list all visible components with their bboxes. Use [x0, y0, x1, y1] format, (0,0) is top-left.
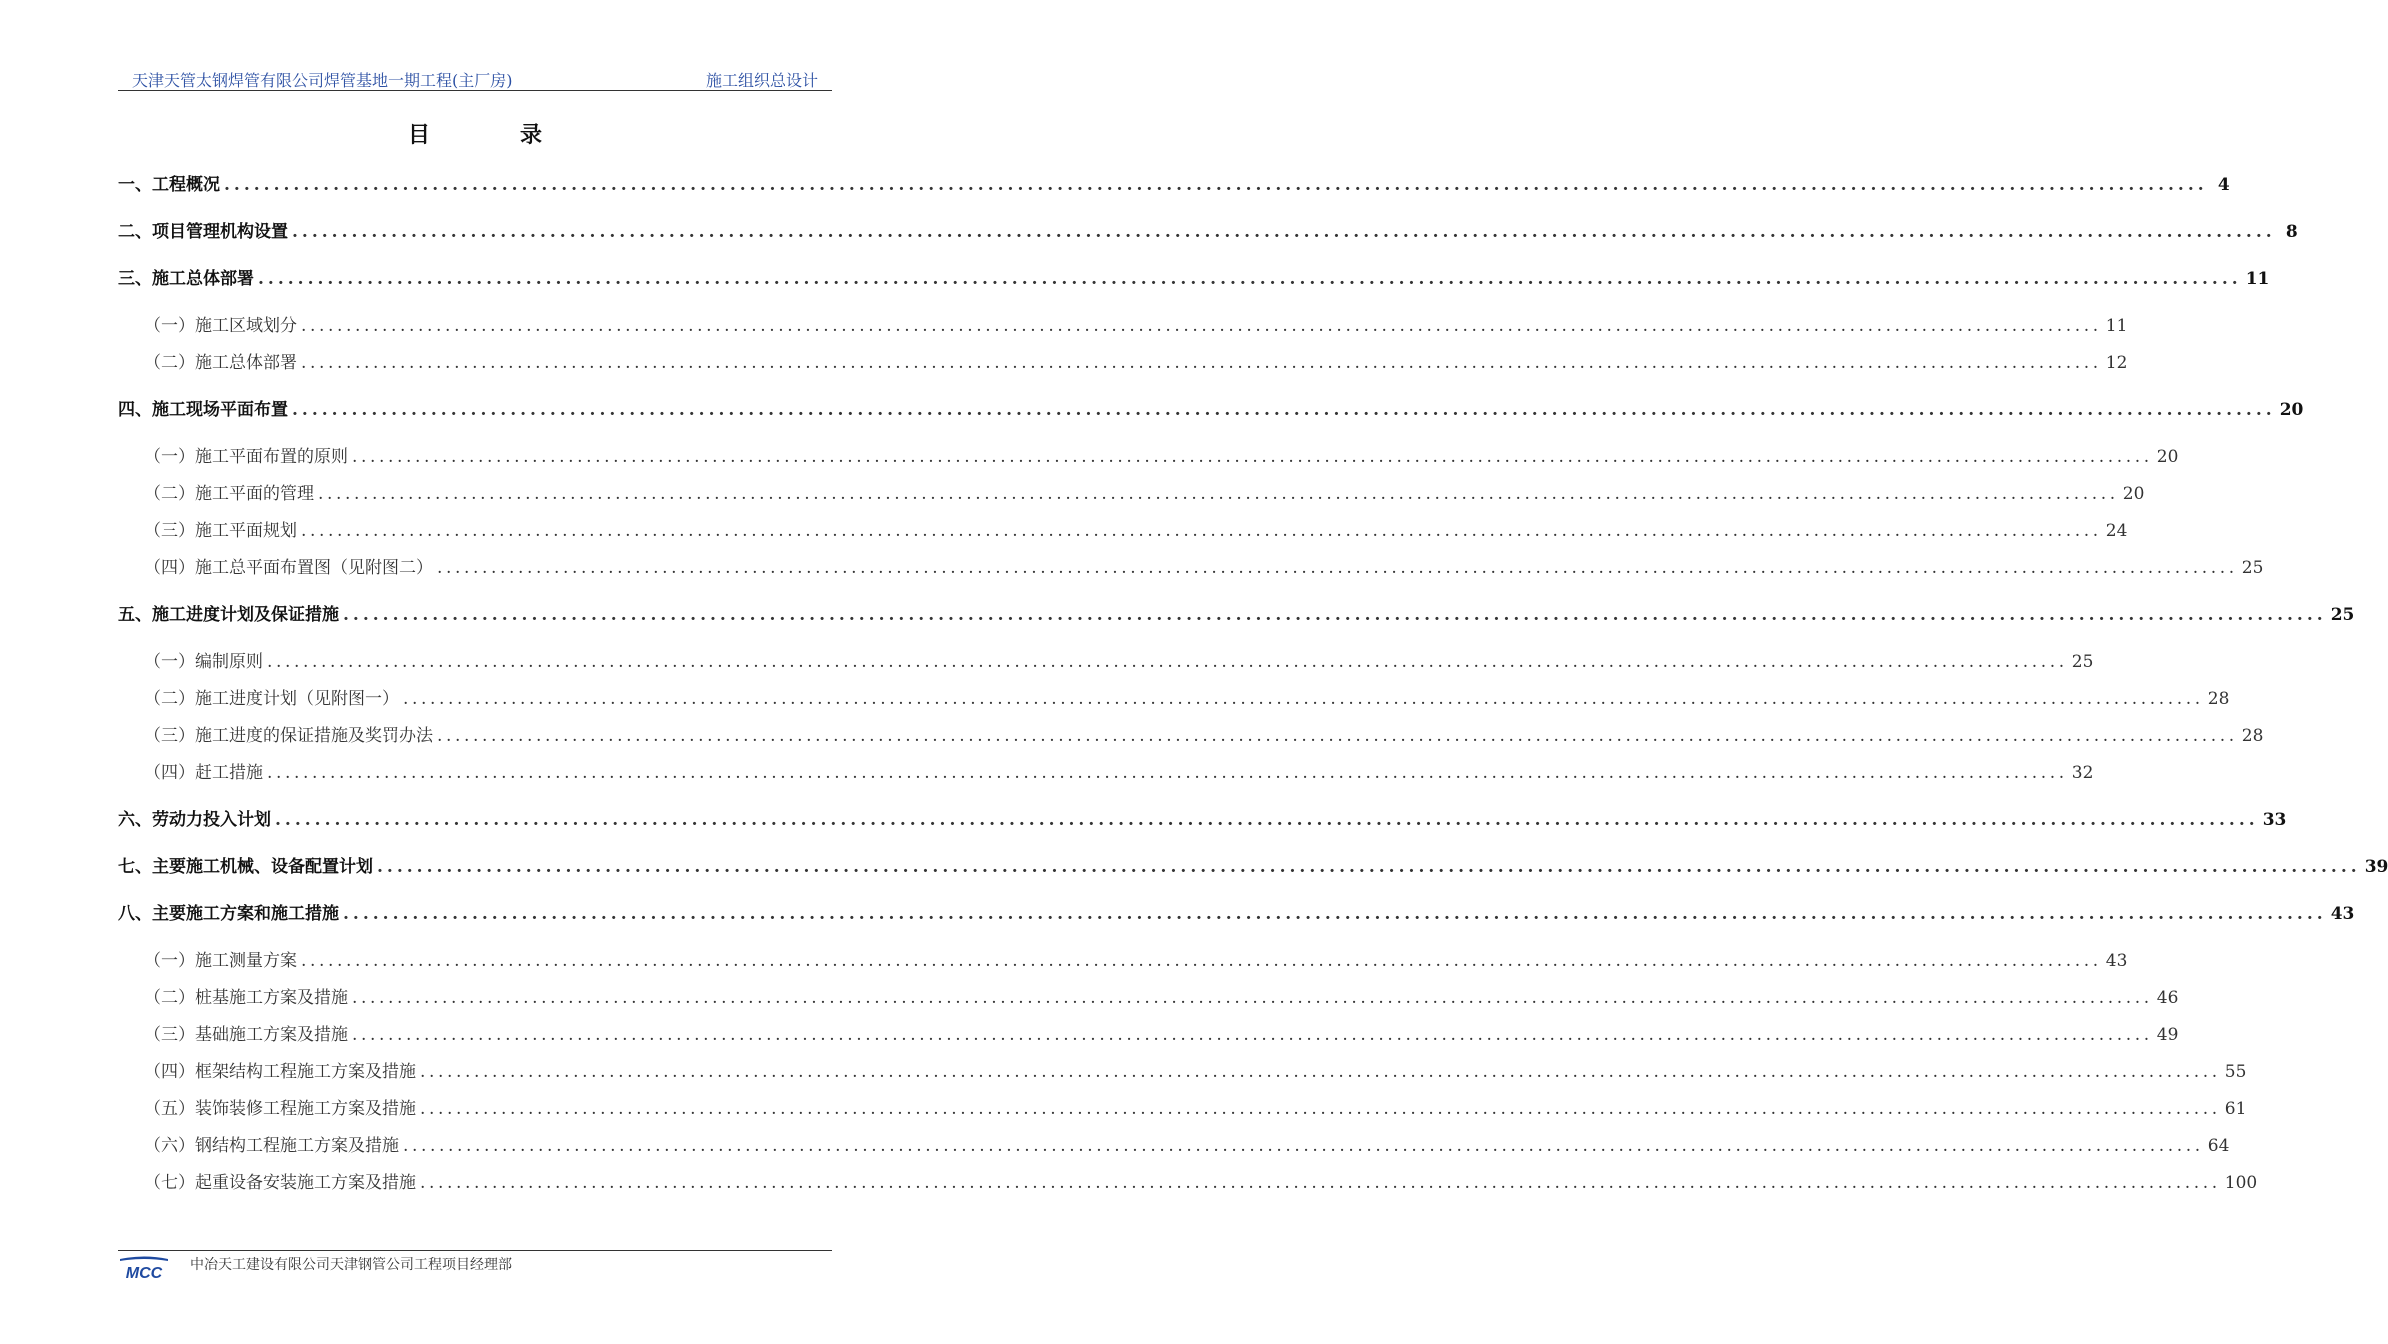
toc-leader-dots: ........................................................................................................................................................................................................	[267, 652, 2068, 672]
toc-leader-dots: ........................................................................................................................................................................................................	[403, 689, 2204, 709]
toc-title: 目录	[407, 122, 632, 148]
toc-entry-page: 8	[2285, 222, 2298, 242]
toc-entry-page: 55	[2224, 1062, 2247, 1082]
toc-leader-dots: ........................................................................................................................................................................................................	[403, 1136, 2204, 1156]
toc-entry[interactable]	[118, 721, 2264, 749]
header-project-title: 天津天管太钢焊管有限公司焊管基地一期工程(主厂房)	[132, 71, 513, 90]
toc-entry-page: 24	[2105, 521, 2128, 541]
toc-entry[interactable]	[118, 479, 2145, 507]
toc-leader-dots: ........................................................................................................................................................................................................	[301, 353, 2102, 373]
toc-leader-dots: ........................................................................................................................................................................................................	[318, 484, 2119, 504]
toc-entry[interactable]	[118, 1094, 2247, 1122]
toc-entry-label: （二）施工总体部署	[144, 353, 297, 373]
toc-entry[interactable]	[118, 348, 2128, 376]
toc-leader-dots: ........................................................................................................................................................................................................	[301, 316, 2102, 336]
toc-entry-label: （一）施工区域划分	[144, 316, 297, 336]
toc-leader-dots: ........................................................................................................................................................................................................	[292, 222, 2276, 242]
toc-entry-page: 11	[2245, 269, 2270, 289]
toc-entry[interactable]	[118, 217, 2298, 245]
page-header	[118, 66, 832, 91]
toc-entry-page: 100	[2224, 1173, 2258, 1193]
toc-entry[interactable]	[118, 684, 2230, 712]
toc-leader-dots: ........................................................................................................................................................................................................	[352, 988, 2153, 1008]
toc-entry[interactable]	[118, 1020, 2179, 1048]
toc-entry-page: 25	[2071, 652, 2094, 672]
toc-entry-page: 20	[2279, 400, 2304, 420]
toc-entry[interactable]	[118, 311, 2128, 339]
toc-entry-label: 三、施工总体部署	[118, 269, 254, 289]
toc-entry-page: 11	[2105, 316, 2128, 336]
toc-entry-label: 五、施工进度计划及保证措施	[118, 605, 339, 625]
toc-entry[interactable]	[118, 516, 2128, 544]
toc-entry-label: （一）施工平面布置的原则	[144, 447, 348, 467]
toc-leader-dots: ........................................................................................................................................................................................................	[292, 400, 2276, 420]
toc-entry-label: （一）施工测量方案	[144, 951, 297, 971]
toc-entry[interactable]	[118, 1131, 2230, 1159]
toc-entry-label: （七）起重设备安装施工方案及措施	[144, 1173, 416, 1193]
toc-entry-page: 20	[2122, 484, 2145, 504]
toc-entry[interactable]	[118, 852, 2388, 880]
toc-entry-label: （六）钢结构工程施工方案及措施	[144, 1136, 399, 1156]
toc-entry[interactable]	[118, 758, 2094, 786]
toc-entry-page: 12	[2105, 353, 2128, 373]
footer-divider	[118, 1250, 832, 1251]
toc-entry-label: （二）施工进度计划（见附图一）	[144, 689, 399, 709]
toc-entry-label: （五）装饰装修工程施工方案及措施	[144, 1099, 416, 1119]
toc-leader-dots: ........................................................................................................................................................................................................	[301, 521, 2102, 541]
toc-entry-label: 七、主要施工机械、设备配置计划	[118, 857, 373, 877]
toc-entry[interactable]	[118, 1168, 2258, 1196]
toc-entry-page: 28	[2207, 689, 2230, 709]
toc-leader-dots: ........................................................................................................................................................................................................	[352, 1025, 2153, 1045]
toc-entry[interactable]	[118, 946, 2128, 974]
toc-entry-page: 4	[2217, 175, 2230, 195]
toc-entry-page: 20	[2156, 447, 2179, 467]
toc-entry[interactable]	[118, 983, 2179, 1011]
toc-leader-dots: ........................................................................................................................................................................................................	[343, 605, 2327, 625]
toc-leader-dots: ........................................................................................................................................................................................................	[258, 269, 2242, 289]
header-document-type: 施工组织总设计	[705, 71, 818, 90]
toc-entry-label: 二、项目管理机构设置	[118, 222, 288, 242]
toc-leader-dots: ........................................................................................................................................................................................................	[343, 904, 2327, 924]
toc-leader-dots: ........................................................................................................................................................................................................	[420, 1173, 2221, 1193]
toc-entry[interactable]	[118, 899, 2355, 927]
toc-entry-label: （一）编制原则	[144, 652, 263, 672]
toc-entry-page: 25	[2330, 605, 2355, 625]
toc-entry-page: 43	[2105, 951, 2128, 971]
toc-entry-label: 八、主要施工方案和施工措施	[118, 904, 339, 924]
toc-entry[interactable]	[118, 600, 2355, 628]
toc-leader-dots: ........................................................................................................................................................................................................	[352, 447, 2153, 467]
toc-entry-label: 一、工程概况	[118, 175, 220, 195]
toc-entry-label: （四）框架结构工程施工方案及措施	[144, 1062, 416, 1082]
toc-entry-label: （二）施工平面的管理	[144, 484, 314, 504]
footer-company: 中冶天工建设有限公司天津钢管公司工程项目经理部	[190, 1257, 512, 1273]
toc-entry[interactable]	[118, 647, 2094, 675]
toc-entry-page: 43	[2330, 904, 2355, 924]
logo-text: MCC	[125, 1265, 163, 1282]
toc-leader-dots: ........................................................................................................................................................................................................	[224, 175, 2208, 195]
toc-entry-label: （三）施工进度的保证措施及奖罚办法	[144, 726, 433, 746]
toc-entry-label: （二）桩基施工方案及措施	[144, 988, 348, 1008]
mcc-logo	[118, 1256, 170, 1282]
toc-entry-label: 六、劳动力投入计划	[118, 810, 271, 830]
toc-leader-dots: ........................................................................................................................................................................................................	[275, 810, 2259, 830]
toc-entry[interactable]	[118, 170, 2230, 198]
toc-entry-label: （四）施工总平面布置图（见附图二）	[144, 558, 433, 578]
toc-entry-page: 33	[2262, 810, 2287, 830]
toc-leader-dots: ........................................................................................................................................................................................................	[301, 951, 2102, 971]
toc-entry-label: 四、施工现场平面布置	[118, 400, 288, 420]
toc-entry-page: 64	[2207, 1136, 2230, 1156]
toc-entry-label: （四）赶工措施	[144, 763, 263, 783]
toc-entry-page: 61	[2224, 1099, 2247, 1119]
toc-entry-label: （三）施工平面规划	[144, 521, 297, 541]
toc-entry-page: 25	[2241, 558, 2264, 578]
toc-leader-dots: ........................................................................................................................................................................................................	[420, 1062, 2221, 1082]
toc-entry-page: 39	[2364, 857, 2388, 877]
toc-leader-dots: ........................................................................................................................................................................................................	[420, 1099, 2221, 1119]
toc-entry[interactable]	[118, 805, 2287, 833]
toc-entry[interactable]	[118, 442, 2179, 470]
toc-entry-page: 49	[2156, 1025, 2179, 1045]
toc-entry[interactable]	[118, 1057, 2247, 1085]
toc-entry-page: 32	[2071, 763, 2094, 783]
toc-entry-page: 46	[2156, 988, 2179, 1008]
toc-entry[interactable]	[118, 553, 2264, 581]
toc-entry[interactable]	[118, 264, 2270, 292]
toc-entry-page: 28	[2241, 726, 2264, 746]
toc-leader-dots: ........................................................................................................................................................................................................	[437, 558, 2238, 578]
toc-leader-dots: ........................................................................................................................................................................................................	[377, 857, 2361, 877]
toc-leader-dots: ........................................................................................................................................................................................................	[437, 726, 2238, 746]
toc-entry[interactable]	[118, 395, 2304, 423]
toc-leader-dots: ........................................................................................................................................................................................................	[267, 763, 2068, 783]
toc-entry-label: （三）基础施工方案及措施	[144, 1025, 348, 1045]
